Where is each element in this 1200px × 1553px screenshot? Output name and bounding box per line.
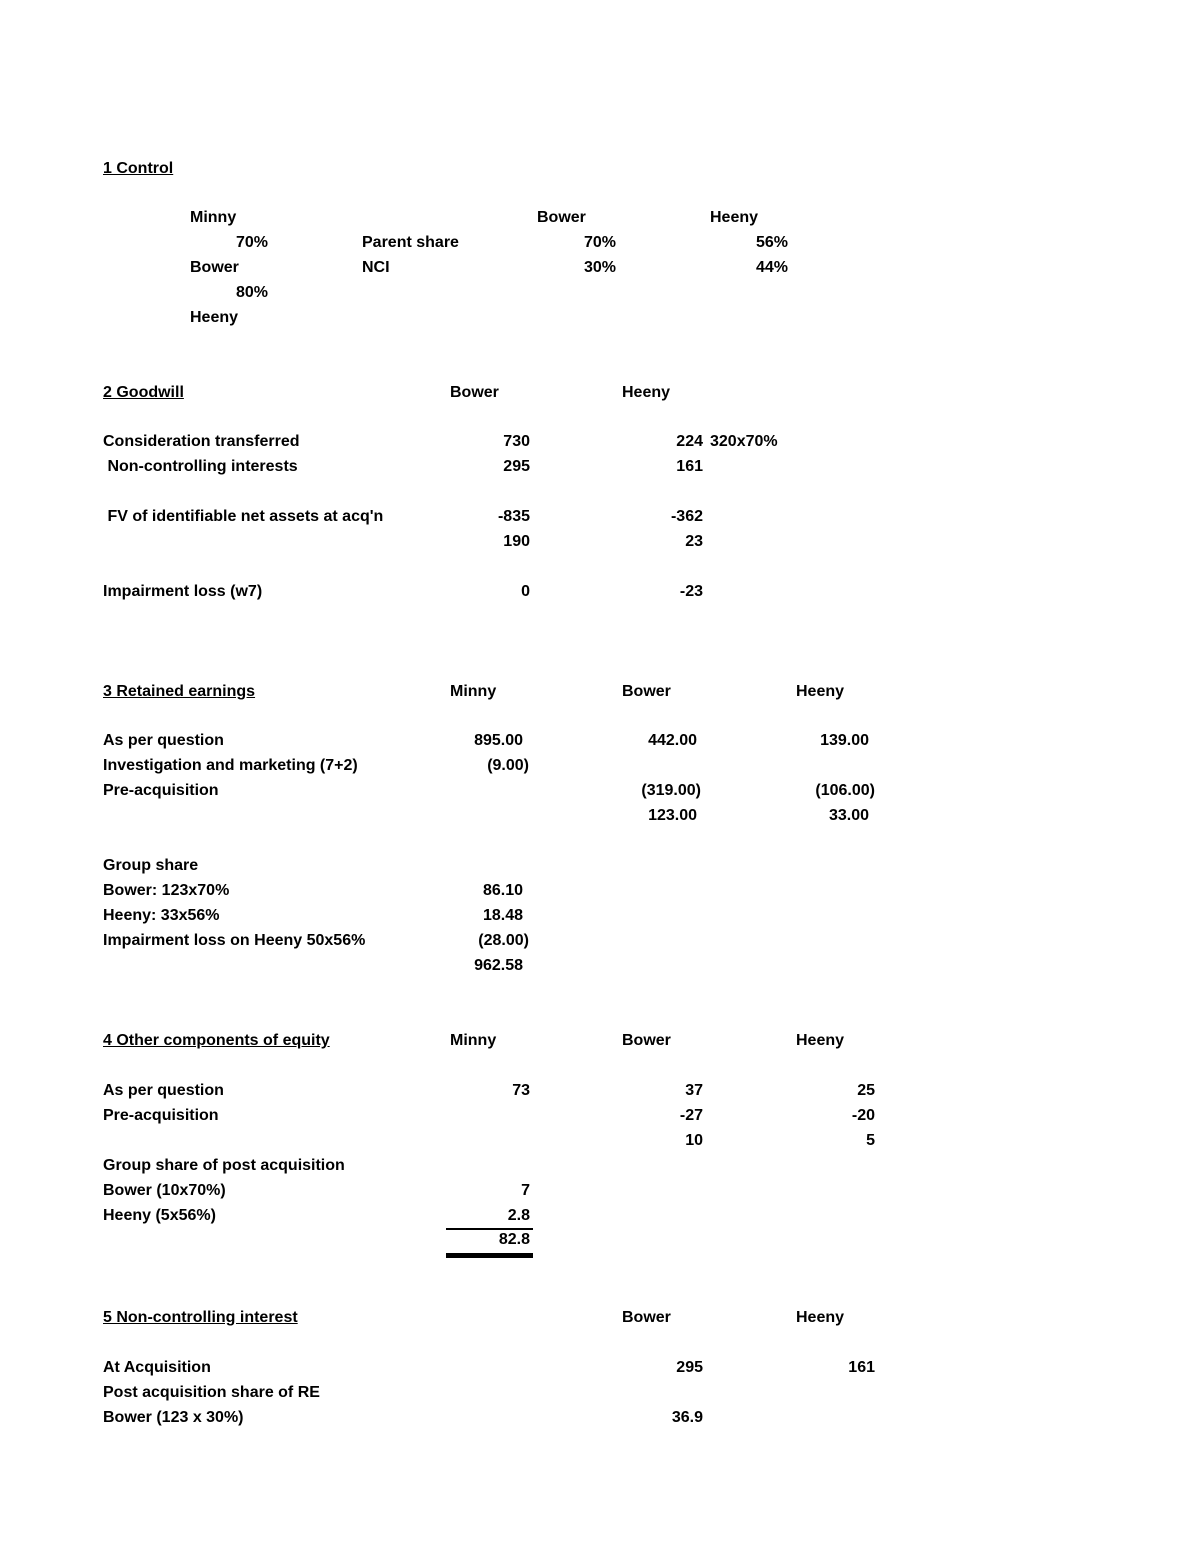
nci-heading: 5 Non-controlling interest	[103, 1309, 298, 1326]
row-label: As per question	[103, 1082, 224, 1099]
cell-value: 139.00	[820, 732, 869, 749]
group-share-heading: Group share	[103, 857, 199, 874]
cell-value: -27	[679, 1107, 703, 1124]
cell-value: 56%	[755, 234, 788, 251]
row-label: FV of identifiable net assets at acq'n	[103, 508, 384, 525]
subtotal-value: 5	[866, 1132, 875, 1149]
double-underline	[446, 1253, 533, 1258]
subtotal-value: 10	[685, 1132, 703, 1149]
goodwill-heading: 2 Goodwill	[103, 384, 184, 401]
cell-value: 442.00	[648, 732, 697, 749]
column-header-bower: Bower	[622, 1032, 671, 1049]
cell-value: 30%	[583, 259, 616, 276]
row-label: Heeny (5x56%)	[103, 1207, 216, 1224]
cell-value: 36.9	[671, 1409, 703, 1426]
row-label: Impairment loss on Heeny 50x56%	[103, 932, 366, 949]
cell-value: 2.8	[507, 1207, 530, 1224]
cell-value: 70%	[583, 234, 616, 251]
cell-value: (319.00)	[641, 782, 701, 799]
other-equity-heading: 4 Other components of equity	[103, 1032, 330, 1049]
group-tree-holding-pct: 70%	[236, 234, 269, 251]
subtotal-value: 33.00	[828, 807, 869, 824]
row-label: Parent share	[362, 234, 459, 251]
column-header-heeny: Heeny	[710, 209, 759, 226]
row-label: As per question	[103, 732, 224, 749]
group-tree-sub-subsidiary: Heeny	[190, 309, 239, 326]
row-label: Bower: 123x70%	[103, 882, 230, 899]
row-label: NCI	[362, 259, 390, 276]
calculation-note: 320x70%	[710, 433, 778, 450]
column-header-bower: Bower	[622, 683, 671, 700]
group-tree-parent: Minny	[190, 209, 237, 226]
cell-value: 25	[857, 1082, 875, 1099]
row-label: Bower (10x70%)	[103, 1182, 226, 1199]
column-header-heeny: Heeny	[622, 384, 671, 401]
cell-value: (28.00)	[478, 932, 529, 949]
cell-value: (9.00)	[487, 757, 529, 774]
group-share-heading: Group share of post acquisition	[103, 1157, 345, 1174]
column-header-minny: Minny	[450, 683, 497, 700]
cell-value: -20	[851, 1107, 875, 1124]
cell-value: 161	[676, 458, 703, 475]
cell-value: 224	[676, 433, 703, 450]
cell-value: -23	[679, 583, 703, 600]
column-header-heeny: Heeny	[796, 1032, 845, 1049]
row-label: At Acquisition	[103, 1359, 211, 1376]
column-header-bower: Bower	[537, 209, 586, 226]
group-tree-subsidiary: Bower	[190, 259, 239, 276]
cell-value: 730	[503, 433, 530, 450]
column-header-minny: Minny	[450, 1032, 497, 1049]
subtotal-value: 123.00	[648, 807, 697, 824]
cell-value: -362	[670, 508, 703, 525]
row-label: Heeny: 33x56%	[103, 907, 220, 924]
cell-value: 86.10	[482, 882, 523, 899]
cell-value: 18.48	[482, 907, 523, 924]
group-tree-holding-pct: 80%	[236, 284, 269, 301]
row-label: Impairment loss (w7)	[103, 583, 263, 600]
column-header-heeny: Heeny	[796, 683, 845, 700]
total-value: 962.58	[474, 957, 523, 974]
cell-value: 37	[685, 1082, 703, 1099]
cell-value: 895.00	[474, 732, 523, 749]
row-label: Investigation and marketing (7+2)	[103, 757, 358, 774]
column-header-heeny: Heeny	[796, 1309, 845, 1326]
cell-value: -835	[497, 508, 530, 525]
subtotal-value: 23	[685, 533, 703, 550]
column-header-bower: Bower	[622, 1309, 671, 1326]
row-label: Post acquisition share of RE	[103, 1384, 320, 1401]
cell-value: 295	[676, 1359, 703, 1376]
control-heading: 1 Control	[103, 160, 174, 177]
row-label: Pre-acquisition	[103, 782, 219, 799]
cell-value: 73	[512, 1082, 530, 1099]
row-label: Consideration transferred	[103, 433, 300, 450]
cell-value: 295	[503, 458, 530, 475]
retained-earnings-heading: 3 Retained earnings	[103, 683, 256, 700]
row-label: Pre-acquisition	[103, 1107, 219, 1124]
column-header-bower: Bower	[450, 384, 499, 401]
cell-value: 7	[521, 1182, 530, 1199]
row-label: Bower (123 x 30%)	[103, 1409, 244, 1426]
row-label: Non-controlling interests	[103, 458, 298, 475]
cell-value: 0	[521, 583, 530, 600]
cell-value: 44%	[755, 259, 788, 276]
cell-value: (106.00)	[815, 782, 875, 799]
total-value: 82.8	[498, 1231, 530, 1248]
subtotal-value: 190	[503, 533, 530, 550]
cell-value: 161	[848, 1359, 875, 1376]
